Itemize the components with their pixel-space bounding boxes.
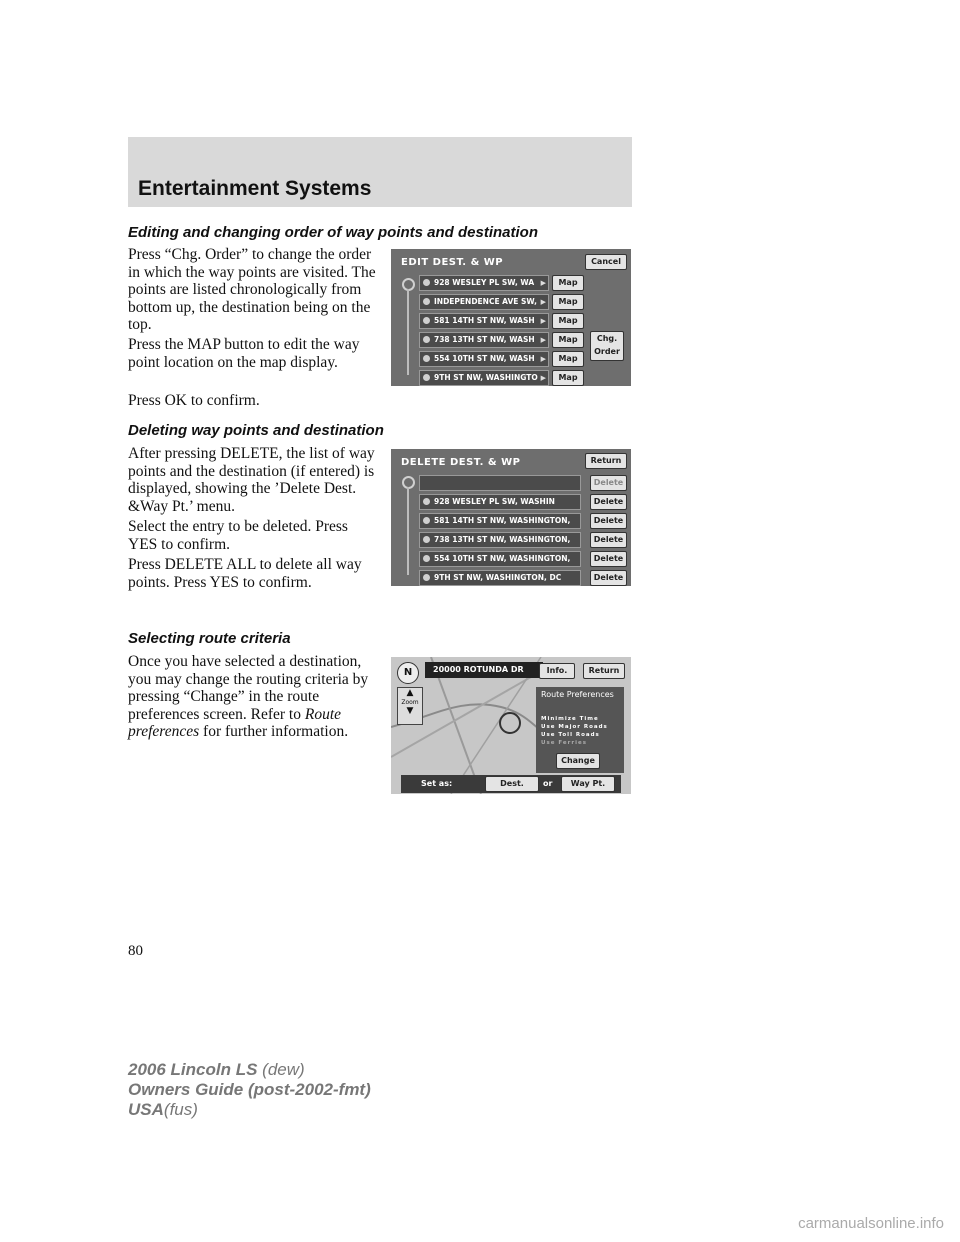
return-button[interactable]: Return: [583, 663, 625, 679]
delete-button-disabled: Delete: [590, 475, 627, 491]
option-use-toll-roads[interactable]: Use Toll Roads: [541, 732, 600, 738]
option-minimize-time[interactable]: Minimize Time: [541, 716, 599, 722]
waypoint-row[interactable]: 581 14TH ST NW, WASHINGTON,: [419, 513, 581, 529]
delete-dest-screen: [391, 449, 631, 586]
map-button[interactable]: Map: [552, 351, 584, 367]
route-preferences-screen: [391, 657, 631, 794]
zoom-out-icon[interactable]: ▼: [406, 706, 414, 716]
route-preferences-title: Route Preferences: [541, 690, 614, 699]
paragraph-route-criteria: Once you have selected a destination, you may change the routing criteria by pressing “Change” in the route preferences screen. Refer to Route preferences for further information.: [128, 653, 369, 740]
waypoint-row[interactable]: INDEPENDENCE AVE SW, ▶: [419, 294, 549, 310]
screen-title: DELETE DEST. & WP: [401, 457, 521, 468]
waypoint-row[interactable]: 928 WESLEY PL SW, WA ▶: [419, 275, 549, 291]
route-line: [407, 289, 409, 375]
zoom-in-icon[interactable]: ▲: [406, 688, 414, 698]
point-icon: [423, 536, 430, 543]
empty-destination-row: [419, 475, 581, 491]
section-heading-route-criteria: Selecting route criteria: [128, 630, 291, 647]
crosshair-icon: [499, 712, 521, 734]
paragraph-map-button: Press the MAP button to edit the way point location on the map display.: [128, 336, 360, 371]
route-preferences-panel: [536, 687, 624, 773]
section-heading-editing: Editing and changing order of way points and destination: [128, 224, 539, 241]
set-as-bar: [401, 775, 621, 793]
point-icon: [423, 517, 430, 524]
paragraph-after-delete: After pressing DELETE, the list of way points and the destination (if entered) is displayed, showing the ’Delete Dest. &Way Pt.’ menu.: [128, 445, 375, 515]
waypoint-row[interactable]: 738 13TH ST NW, WASHINGTON,: [419, 532, 581, 548]
page-number: 80: [128, 943, 143, 959]
option-use-major-roads[interactable]: Use Major Roads: [541, 724, 608, 730]
point-icon: [423, 355, 430, 362]
delete-button[interactable]: Delete: [590, 551, 627, 567]
edit-dest-screen: [391, 249, 631, 386]
paragraph-chg-order: Press “Chg. Order” to change the order in which the way points are visited. The points are listed chronologically from bottom up, the destination being on the top.: [128, 246, 376, 333]
map-button[interactable]: Map: [552, 294, 584, 310]
point-icon: [423, 555, 430, 562]
screen-title: EDIT DEST. & WP: [401, 257, 504, 268]
route-preferences-reference: Route preferences: [128, 705, 342, 740]
option-use-ferries[interactable]: Use Ferries: [541, 740, 587, 746]
set-as-label: Set as:: [421, 779, 453, 788]
point-icon: [423, 279, 430, 286]
delete-button[interactable]: Delete: [590, 494, 627, 510]
arrow-icon: ▶: [540, 317, 546, 325]
address-label: 20000 ROTUNDA DR: [425, 662, 543, 678]
watermark: carmanualsonline.info: [798, 1215, 944, 1232]
north-compass-icon[interactable]: N: [397, 662, 419, 684]
return-button[interactable]: Return: [585, 453, 627, 469]
point-icon: [423, 574, 430, 581]
map-button[interactable]: Map: [552, 275, 584, 291]
waypoint-row[interactable]: 554 10TH ST NW, WASH ▶: [419, 351, 549, 367]
change-button[interactable]: Change: [556, 753, 600, 769]
point-icon: [423, 317, 430, 324]
waypoint-row[interactable]: 581 14TH ST NW, WASH ▶: [419, 313, 549, 329]
way-pt-button[interactable]: Way Pt.: [561, 776, 615, 792]
point-icon: [423, 374, 430, 381]
zoom-control[interactable]: ▲ Zoom ▼: [397, 687, 423, 725]
arrow-icon: ▶: [540, 374, 546, 382]
point-icon: [423, 298, 430, 305]
or-label: or: [543, 779, 553, 788]
waypoint-row[interactable]: 554 10TH ST NW, WASHINGTON,: [419, 551, 581, 567]
arrow-icon: ▶: [540, 355, 546, 363]
section-heading-deleting: Deleting way points and destination: [128, 422, 384, 439]
delete-button[interactable]: Delete: [590, 570, 627, 586]
waypoint-row[interactable]: 928 WESLEY PL SW, WASHIN: [419, 494, 581, 510]
arrow-icon: ▶: [540, 336, 546, 344]
map-button[interactable]: Map: [552, 370, 584, 386]
map-button[interactable]: Map: [552, 313, 584, 329]
arrow-icon: ▶: [540, 279, 546, 287]
waypoint-row[interactable]: 9TH ST NW, WASHINGTO ▶: [419, 370, 549, 386]
cancel-button[interactable]: Cancel: [585, 254, 627, 270]
footer: 2006 Lincoln LS (dew) Owners Guide (post-2002-fmt) USA(fus): [128, 1060, 371, 1119]
footer-model: 2006 Lincoln LS: [128, 1060, 258, 1079]
info-button[interactable]: Info.: [539, 663, 575, 679]
page-header-title: Entertainment Systems: [138, 177, 372, 200]
waypoint-row[interactable]: 738 13TH ST NW, WASH ▶: [419, 332, 549, 348]
footer-guide: Owners Guide (post-2002-fmt): [128, 1080, 371, 1099]
paragraph-press-ok: Press OK to confirm.: [128, 392, 260, 409]
delete-button[interactable]: Delete: [590, 532, 627, 548]
paragraph-select-entry: Select the entry to be deleted. Press YES to confirm.: [128, 518, 348, 553]
chg-order-button[interactable]: Chg. Order: [590, 331, 624, 361]
point-icon: [423, 336, 430, 343]
arrow-icon: ▶: [540, 298, 546, 306]
map-button[interactable]: Map: [552, 332, 584, 348]
footer-region: USA: [128, 1100, 164, 1119]
dest-button[interactable]: Dest.: [485, 776, 539, 792]
waypoint-row[interactable]: 9TH ST NW, WASHINGTON, DC: [419, 570, 581, 586]
route-line: [407, 487, 409, 575]
point-icon: [423, 498, 430, 505]
delete-button[interactable]: Delete: [590, 513, 627, 529]
paragraph-delete-all: Press DELETE ALL to delete all way points. Press YES to confirm.: [128, 556, 362, 591]
